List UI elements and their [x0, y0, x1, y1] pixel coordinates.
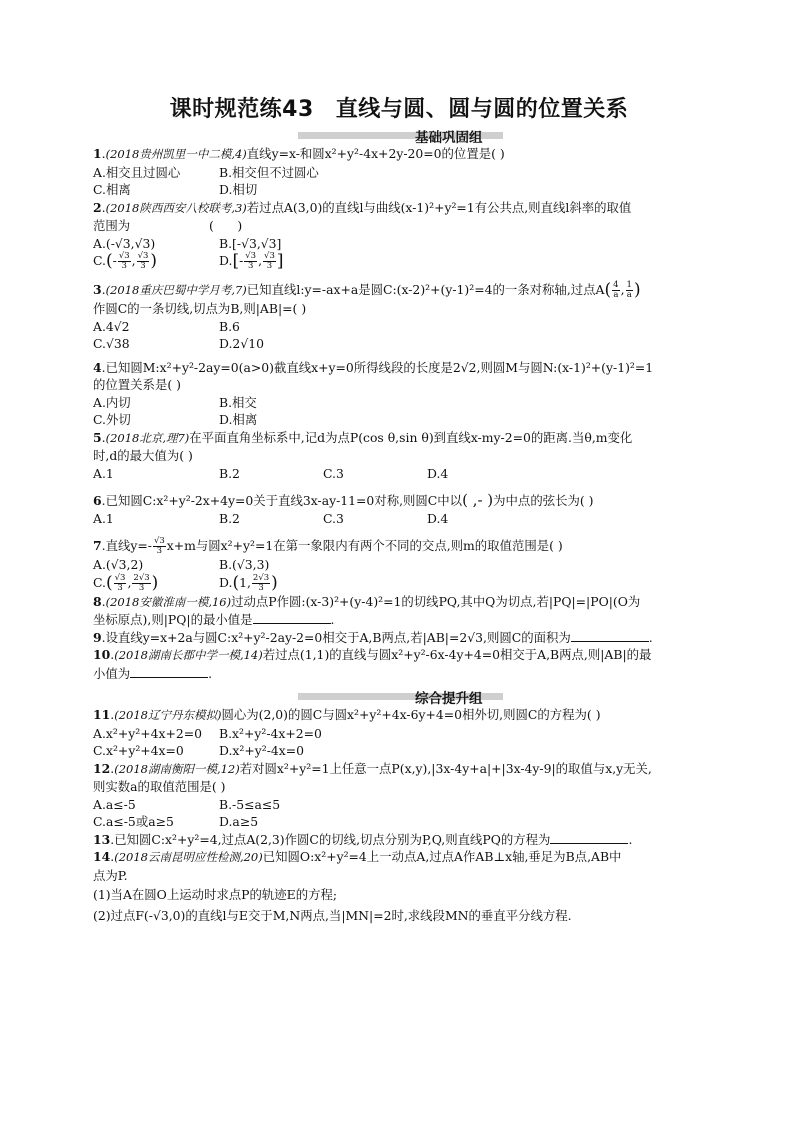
- option-c: C.( $\frac{√3}{3}$ , $\frac{2√3}{3}$ ): [93, 572, 159, 593]
- question-9: 9.设直线y=x+2a与圆C:x²+y²-2ay-2=0相交于A,B两点,若|AB|=2√3,则圆C的面积为 .: [93, 629, 653, 645]
- question-part-1: (1)当A在圆O上运动时求点P的轨迹E的方程;: [93, 887, 338, 902]
- numerator: √3: [153, 536, 165, 546]
- denominator: 3: [258, 582, 264, 593]
- question-number: 14: [93, 849, 111, 864]
- question-text: 过动点P作圆:(x-3)²+(y-4)²=1的切线PQ,其中Q为切点,若|PQ|=|PO|(O为: [231, 593, 641, 609]
- option-a: A.x²+y²+4x+2=0: [93, 725, 202, 741]
- denominator: 3: [266, 261, 273, 271]
- question-text: 已知圆C:x²+y²=4,过点A(2,3)作圆C的切线,切点分别为P,Q,则直线PQ的方程为: [114, 831, 551, 847]
- option-b: B.6: [219, 318, 240, 334]
- options: [93, 725, 705, 760]
- option-d: D.(1, $\frac{2√3}{3}$ ): [219, 572, 278, 593]
- options: [93, 318, 705, 353]
- question-number: 9: [93, 629, 102, 645]
- question-part-2: (2)过点F(-√3,0)的直线l与E交于M,N两点,当|MN|=2时,求线段MN的垂直平分线方程.: [93, 907, 572, 923]
- question-number: 7: [93, 538, 102, 553]
- option-b: B.2: [219, 465, 240, 481]
- question-number: 6: [93, 493, 102, 508]
- option-a: A.1: [93, 465, 114, 481]
- option-d: D.[- $\frac{√3}{3}$ , $\frac{√3}{3}$ ]: [219, 250, 284, 271]
- denominator: 3: [121, 261, 127, 271]
- question-number: 10: [93, 647, 111, 662]
- answer-blank[interactable]: [550, 831, 628, 844]
- question-text-cont: 则实数a的取值范围是( ): [93, 779, 226, 794]
- question-text: 圆心为(2,0)的圆C与圆x²+y²+4x-6y+4=0相外切,则圆C的方程为( ): [221, 707, 601, 722]
- option-d: D.a≥5: [219, 814, 259, 829]
- option-value: 1,: [239, 574, 251, 590]
- question-text-cont: 为中点的弦长为( ): [493, 493, 594, 508]
- option-c: C.3: [323, 510, 344, 526]
- section-label-comprehensive: 综合提升组: [415, 691, 483, 707]
- question-2: 2.(2018陕西西安八校联考,3)若过点A(3,0)的直线l与曲线(x-1)²+y²=1有公共点,则直线l斜率的取值 范围为 ( ) A.(-√3,√3) B.[-√3,√3] C.(- $\frac{√3}{3}$ , $\frac{√3}{3}$ ) D.[- $\frac{√3}{3}$ , $\frac{√3}{3}$ ]: [93, 199, 705, 272]
- question-source: (2018陕西西安八校联考,3): [105, 200, 247, 215]
- option-c: C.相离: [93, 182, 131, 197]
- question-5: 5.(2018北京,理7)在平面直角坐标系中,记d为点P(cos θ,sin θ)到直线x-my-2=0的距离.当θ,m变化 时,d的最大值为( ) A.1 B.2 C.3 D.4: [93, 429, 705, 483]
- denominator: 3: [140, 261, 146, 271]
- question-source: (2018湖南衡阳一模,12): [114, 761, 240, 776]
- options: [93, 164, 705, 199]
- question-number: 2: [93, 199, 102, 215]
- question-number: 1: [93, 146, 102, 161]
- option-b: B.[-√3,√3]: [219, 235, 282, 251]
- worksheet-page: [93, 92, 705, 924]
- question-source: (2018重庆巴蜀中学月考,7): [105, 283, 247, 297]
- options: [93, 465, 705, 483]
- option-d: D.相离: [219, 412, 258, 427]
- question-text: 直线y=x-和圆x²+y²-4x+2y-20=0的位置是( ): [246, 146, 505, 161]
- option-c: C.(- $\frac{√3}{3}$ , $\frac{√3}{3}$ ): [93, 250, 158, 271]
- page-title: [93, 92, 705, 123]
- option-c: C.3: [323, 465, 344, 481]
- option-b: B.2: [219, 510, 240, 526]
- question-text-cont: 坐标原点),则|PQ|的最小值是: [93, 612, 253, 627]
- question-text: 已知直线l:y=-ax+a是圆C:(x-2)²+(y-1)²=4的一条对称轴,过点A: [246, 282, 605, 297]
- option-b: B.相交: [219, 394, 257, 410]
- fraction: [132, 574, 150, 593]
- question-text: 若对圆x²+y²=1上任意一点P(x,y),|3x-4y+a|+|3x-4y-9|的取值与x,y无关,: [239, 760, 652, 776]
- question-number: 4: [93, 359, 102, 375]
- numerator: √3: [245, 251, 257, 261]
- option-c: C.x²+y²+4x=0: [93, 743, 184, 758]
- question-text-cont: 时,d的最大值为( ): [93, 448, 193, 463]
- question-text: 已知圆O:x²+y²=4上一动点A,过点A作AB⊥x轴,垂足为B点,AB中: [262, 849, 622, 864]
- option-a: A.a≤-5: [93, 796, 136, 812]
- question-14: 14.(2018云南昆明应性检测,20)已知圆O:x²+y²=4上一动点A,过点A作AB⊥x轴,垂足为B点,AB中 点为P. (1)当A在圆O上运动时求点P的轨迹E的方程; (2)过点F(-√3,0)的直线l与E交于M,N两点,当|MN|=2时,求线段MN的垂直平分线方程.: [93, 848, 705, 924]
- question-text-cont: x+m与圆x²+y²=1在第一象限内有两个不同的交点,则m的取值范围是( ): [166, 538, 563, 553]
- question-text-cont: 点为P.: [93, 867, 128, 883]
- question-source: (2018云南昆明应性检测,20): [114, 850, 263, 864]
- answer-blank[interactable]: [571, 629, 649, 642]
- option-b: B.-5≤a≤5: [219, 796, 281, 812]
- option-a: A.相交且过圆心: [93, 164, 181, 180]
- section-label-basic: 基础巩固组: [415, 130, 483, 146]
- question-text: 在平面直角坐标系中,记d为点P(cos θ,sin θ)到直线x-my-2=0的距离.当θ,m变化: [189, 429, 633, 445]
- question-10: 10.(2018湖南长郡中学一模,14)若过点(1,1)的直线与圆x²+y²-6x-4y+4=0相交于A,B两点,则|AB|的最 小值为 .: [93, 647, 652, 681]
- question-text: 若过点(1,1)的直线与圆x²+y²-6x-4y+4=0相交于A,B两点,则|AB|的最: [262, 647, 652, 662]
- option-a: A.(√3,2): [93, 557, 144, 572]
- question-text: 若过点A(3,0)的直线l与曲线(x-1)²+y²=1有公共点,则直线l斜率的取值: [246, 199, 632, 215]
- option-d: D.2√10: [219, 336, 264, 351]
- denominator: 3: [156, 546, 163, 556]
- fraction: [114, 574, 127, 593]
- fraction: [626, 281, 633, 300]
- question-13: 13.已知圆C:x²+y²=4,过点A(2,3)作圆C的切线,切点分别为P,Q,则直线PQ的方程为 .: [93, 831, 633, 847]
- section-header-comprehensive: [93, 688, 705, 707]
- option-a: A.内切: [93, 394, 131, 410]
- question-number: 5: [93, 429, 102, 445]
- options: [93, 394, 705, 429]
- question-text: 直线y=-: [105, 538, 152, 553]
- question-text: 已知圆C:x²+y²-2x+4y=0关于直线3x-ay-11=0对称,则圆C中以: [105, 493, 463, 508]
- option-c: C.a≤-5或a≥5: [93, 814, 174, 829]
- answer-blank[interactable]: [130, 665, 208, 678]
- question-text-cont: 作圆C的一条切线,切点为B,则|AB|=( ): [93, 301, 307, 316]
- question-1: 1.(2018贵州凯里一中二模,4)直线y=x-和圆x²+y²-4x+2y-20=0的位置是( ) A.相交且过圆心 B.相交但不过圆心 C.相离 D.相切: [93, 145, 705, 199]
- question-text-cont: 的位置关系是( ): [93, 377, 181, 392]
- question-source: (2018贵州凯里一中二模,4): [105, 147, 247, 161]
- question-midpoint: ( ,- ): [462, 491, 494, 509]
- option-b: B.相交但不过圆心: [219, 164, 319, 180]
- denominator: 3: [247, 261, 254, 271]
- options: [93, 235, 705, 272]
- fraction: [153, 537, 166, 556]
- fraction: [244, 252, 257, 271]
- option-d: D.4: [427, 510, 449, 526]
- question-text: 设直线y=x+2a与圆C:x²+y²-2ay-2=0相交于A,B两点,若|AB|=2√3,则圆C的面积为: [105, 629, 571, 645]
- fraction: [612, 281, 619, 300]
- question-7: 7.直线y=- $\frac{√3}{3}$ x+m与圆x²+y²=1在第一象限内有两个不同的交点,则m的取值范围是( ) A.(√3,2) B.(√3,3) C.( $\frac{√3}{3}$ , $\frac{2√3}{3}$ ) D.(1, $\frac{2√3}{3}$ ): [93, 537, 705, 593]
- denominator: 3: [117, 582, 123, 593]
- question-4: 4.已知圆M:x²+y²-2ay=0(a>0)截直线x+y=0所得线段的长度是2√2,则圆M与圆N:(x-1)²+(y-1)²=1 的位置关系是( ) A.内切 B.相交 C.外切 D.相离: [93, 359, 705, 429]
- options: [93, 510, 705, 528]
- numerator: 2√3: [252, 572, 270, 583]
- question-source: (2018辽宁丹东模拟): [114, 708, 222, 722]
- options: [93, 796, 705, 831]
- fraction: [252, 574, 270, 593]
- denominator: 3: [138, 582, 145, 593]
- question-source: (2018湖南长郡中学一模,14): [114, 648, 263, 662]
- option-a: A.1: [93, 510, 114, 526]
- denominator: a: [626, 290, 632, 300]
- question-3: 3.(2018重庆巴蜀中学月考,7)已知直线l:y=-ax+a是圆C:(x-2)²+(y-1)²=4的一条对称轴,过点A( $\frac{4}{a}$ , $\frac{1}{a}$ ) 作圆C的一条切线,切点为B,则|AB|=( ) A.4√2 B.6 C.√38 D.2√10: [93, 281, 705, 353]
- fraction: [118, 252, 131, 271]
- title-lesson-number: 课时规范练43: [169, 97, 314, 122]
- option-label: D.: [219, 574, 233, 590]
- option-a: A.4√2: [93, 318, 130, 334]
- numerator: √3: [118, 251, 130, 261]
- question-8: 8.(2018安徽淮南一模,16)过动点P作圆:(x-3)²+(y-4)²=1的切线PQ,其中Q为切点,若|PQ|=|PO|(O为 坐标原点),则|PQ|的最小值是 .: [93, 593, 641, 627]
- numerator: √3: [114, 572, 126, 583]
- question-text: 已知圆M:x²+y²-2ay=0(a>0)截直线x+y=0所得线段的长度是2√2,则圆M与圆N:(x-1)²+(y-1)²=1: [105, 359, 654, 375]
- numerator: 4: [613, 280, 619, 290]
- question-number: 8: [93, 593, 102, 609]
- question-source: (2018北京,理7): [105, 430, 190, 445]
- option-label: C.: [93, 574, 106, 590]
- question-text-cont: 小值为: [93, 665, 131, 681]
- numerator: 2√3: [133, 572, 150, 583]
- numerator: 1: [626, 280, 632, 290]
- question-6: 6.已知圆C:x²+y²-2x+4y=0关于直线3x-ay-11=0对称,则圆C中以( ,- )为中点的弦长为( ) A.1 B.2 C.3 D.4: [93, 492, 705, 527]
- option-c: C.外切: [93, 412, 131, 427]
- fraction: [263, 252, 276, 271]
- option-label: C.: [93, 253, 106, 268]
- section-header-basic: [93, 127, 705, 146]
- question-text-cont: 范围为 ( ): [93, 218, 243, 233]
- option-a: A.(-√3,√3): [93, 235, 156, 251]
- question-number: 11: [93, 707, 111, 722]
- option-b: B.x²+y²-4x+2=0: [219, 725, 322, 741]
- numerator: √3: [137, 251, 149, 261]
- options: [93, 556, 705, 593]
- question-number: 3: [93, 282, 102, 297]
- option-c: C.√38: [93, 336, 130, 351]
- option-d: D.x²+y²-4x=0: [219, 743, 305, 758]
- question-source: (2018安徽淮南一模,16): [105, 594, 232, 609]
- option-d: D.相切: [219, 182, 258, 197]
- numerator: √3: [264, 251, 275, 261]
- denominator: a: [613, 290, 619, 300]
- option-d: D.4: [427, 465, 449, 481]
- question-number: 13: [93, 831, 111, 847]
- question-number: 12: [93, 760, 111, 776]
- answer-blank[interactable]: [253, 611, 331, 624]
- fraction: [137, 252, 150, 271]
- option-label: D.: [219, 253, 233, 268]
- option-b: B.(√3,3): [219, 557, 270, 572]
- question-11: 11.(2018辽宁丹东模拟)圆心为(2,0)的圆C与圆x²+y²+4x-6y+4=0相外切,则圆C的方程为( ) A.x²+y²+4x+2=0 B.x²+y²-4x+2=0 C.x²+y²+4x=0 D.x²+y²-4x=0: [93, 706, 705, 760]
- title-topic: 直线与圆、圆与圆的位置关系: [335, 97, 629, 122]
- question-12: 12.(2018湖南衡阳一模,12)若对圆x²+y²=1上任意一点P(x,y),|3x-4y+a|+|3x-4y-9|的取值与x,y无关, 则实数a的取值范围是( ) A.a≤-5 B.-5≤a≤5 C.a≤-5或a≥5 D.a≥5: [93, 760, 705, 831]
